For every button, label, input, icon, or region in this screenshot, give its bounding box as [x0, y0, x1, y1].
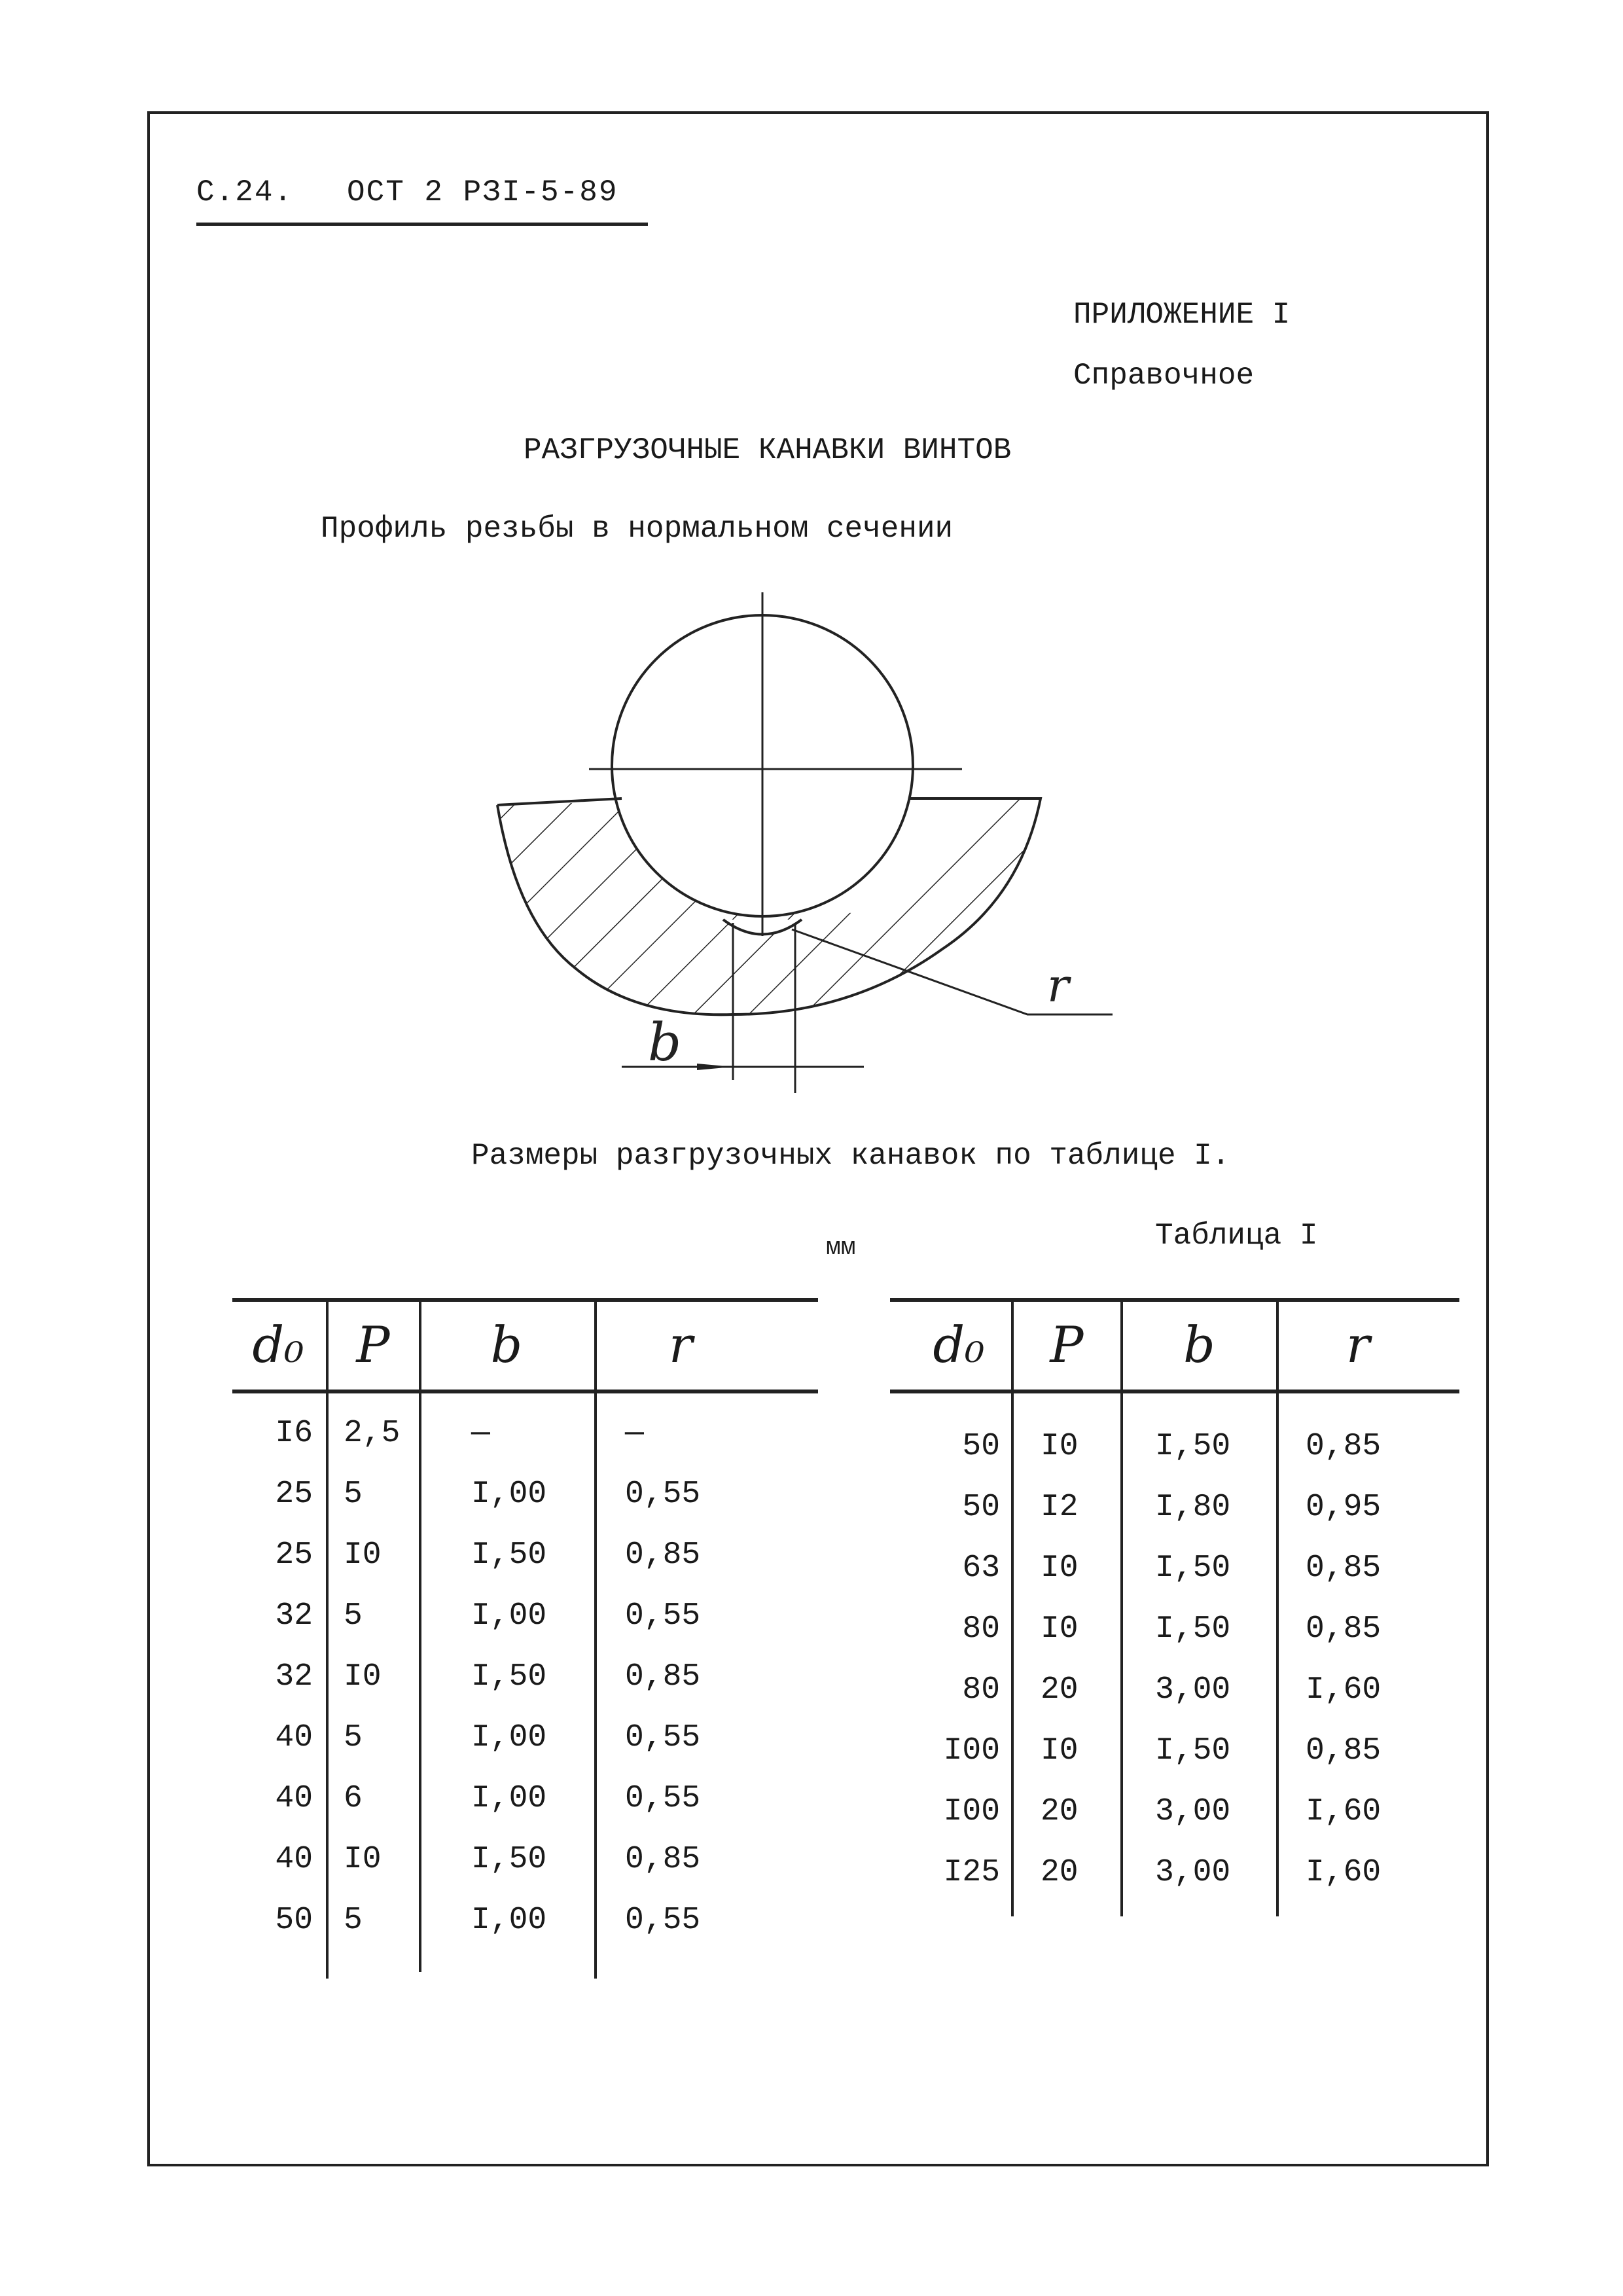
table-cell-r: 0,55: [625, 1781, 701, 1816]
table-cell-b: I,50: [1155, 1611, 1231, 1647]
table-left-header-rule: [232, 1390, 818, 1393]
table-cell-b: 3,00: [1155, 1672, 1231, 1708]
table-cell-r: 0,85: [625, 1842, 701, 1877]
table-cell-p: 20: [1041, 1794, 1079, 1829]
table-cell-b: I,80: [1155, 1490, 1231, 1525]
table-cell-p: 5: [344, 1598, 363, 1634]
table-cell-r: 0,85: [625, 1537, 701, 1573]
table-cell-d0: 32: [275, 1659, 313, 1695]
table-right-header-p: P: [1050, 1316, 1084, 1374]
table-right-divider-2: [1120, 1298, 1123, 1916]
appendix-title: ПРИЛОЖЕНИЕ I: [1073, 298, 1291, 332]
table-cell-d0: 25: [275, 1477, 313, 1512]
table-cell-p: I0: [344, 1659, 382, 1695]
table-cell-b: I,50: [1155, 1733, 1231, 1768]
label-r: r: [1047, 959, 1069, 1013]
table-cell-p: I0: [344, 1842, 382, 1877]
table-left-header-b: b: [490, 1316, 523, 1374]
table-cell-r: I,60: [1306, 1855, 1382, 1890]
table-left-divider-2: [419, 1298, 421, 1972]
dimension-arrow-b: [697, 1064, 733, 1070]
groove-profile-diagram: [458, 583, 1145, 1106]
table-cell-p: I0: [344, 1537, 382, 1573]
table-cell-r: I,60: [1306, 1672, 1382, 1708]
table-cell-p: 5: [344, 1477, 363, 1512]
table-cell-r: —: [625, 1416, 644, 1451]
table-cell-d0: 40: [275, 1720, 313, 1755]
table-cell-b: I,50: [471, 1842, 547, 1877]
table-cell-b: I,00: [471, 1477, 547, 1512]
table-cell-d0: I6: [275, 1416, 313, 1451]
table-left-header-p: P: [356, 1316, 390, 1374]
label-b: b: [648, 1012, 682, 1073]
table-cell-p: 5: [344, 1720, 363, 1755]
table-cell-p: 5: [344, 1903, 363, 1938]
standard-number: ОСТ 2 РЗI-5-89: [347, 175, 618, 209]
table-left-divider-3: [594, 1298, 597, 1979]
table-cell-d0: 50: [962, 1429, 1000, 1464]
table-right-header-r: r: [1346, 1316, 1370, 1374]
table-cell-d0: I00: [943, 1794, 1000, 1829]
table-cell-r: 0,55: [625, 1598, 701, 1634]
table-cell-b: I,00: [471, 1781, 547, 1816]
table-left-header-r: r: [668, 1316, 693, 1374]
table-cell-p: I0: [1041, 1551, 1079, 1586]
table-right-header-rule: [890, 1390, 1459, 1393]
table-cell-p: I0: [1041, 1733, 1079, 1768]
table-cell-b: 3,00: [1155, 1855, 1231, 1890]
table-cell-b: I,00: [471, 1598, 547, 1634]
table-cell-r: 0,55: [625, 1903, 701, 1938]
table-cell-d0: 40: [275, 1781, 313, 1816]
table-cell-b: —: [471, 1416, 490, 1451]
table-cell-b: I,50: [1155, 1551, 1231, 1586]
table-cell-p: 20: [1041, 1672, 1079, 1708]
table-cell-d0: 63: [962, 1551, 1000, 1586]
table-cell-p: I0: [1041, 1611, 1079, 1647]
table-cell-d0: 50: [275, 1903, 313, 1938]
table-cell-d0: 50: [962, 1490, 1000, 1525]
table-right-header-d0: d₀: [933, 1316, 985, 1374]
table-right-divider-1: [1011, 1298, 1014, 1916]
table-cell-d0: 25: [275, 1537, 313, 1573]
table-cell-r: 0,55: [625, 1720, 701, 1755]
header-underline: [196, 223, 648, 226]
table-cell-r: 0,85: [1306, 1611, 1382, 1647]
table-cell-r: 0,85: [1306, 1733, 1382, 1768]
table-cell-p: 2,5: [344, 1416, 401, 1451]
table-cell-d0: I00: [943, 1733, 1000, 1768]
table-cell-d0: I25: [943, 1855, 1000, 1890]
section-subtitle: Профиль резьбы в нормальном сечении: [321, 512, 954, 546]
table-cell-p: I0: [1041, 1429, 1079, 1464]
table-cell-r: 0,85: [625, 1659, 701, 1695]
table-left-divider-1: [326, 1298, 329, 1979]
table-cell-r: 0,55: [625, 1477, 701, 1512]
table-cell-b: I,00: [471, 1903, 547, 1938]
table-cell-b: I,00: [471, 1720, 547, 1755]
table-cell-p: 6: [344, 1781, 363, 1816]
table-cell-d0: 80: [962, 1672, 1000, 1708]
table-cell-d0: 40: [275, 1842, 313, 1877]
table-right-top-rule: [890, 1298, 1459, 1302]
table-right-header-b: b: [1183, 1316, 1215, 1374]
table-cell-b: 3,00: [1155, 1794, 1231, 1829]
table-left-header-d0: d₀: [252, 1316, 304, 1374]
table-reference-text: Размеры разгрузочных канавок по таблице I.: [471, 1139, 1230, 1173]
unit-label: мм: [826, 1234, 856, 1262]
appendix-note: Справочное: [1073, 359, 1255, 393]
table-left-top-rule: [232, 1298, 818, 1302]
table-caption: Таблица I: [1155, 1219, 1318, 1253]
table-cell-d0: 80: [962, 1611, 1000, 1647]
table-cell-r: 0,95: [1306, 1490, 1382, 1525]
table-cell-r: 0,85: [1306, 1429, 1382, 1464]
page-reference: С.24.: [196, 175, 294, 209]
table-cell-b: I,50: [471, 1659, 547, 1695]
document-title: РАЗГРУЗОЧНЫЕ КАНАВКИ ВИНТОВ: [524, 433, 1012, 467]
table-cell-d0: 32: [275, 1598, 313, 1634]
table-cell-p: 20: [1041, 1855, 1079, 1890]
table-cell-b: I,50: [1155, 1429, 1231, 1464]
table-right-divider-3: [1276, 1298, 1279, 1916]
table-cell-b: I,50: [471, 1537, 547, 1573]
table-cell-r: 0,85: [1306, 1551, 1382, 1586]
table-cell-r: I,60: [1306, 1794, 1382, 1829]
table-cell-p: I2: [1041, 1490, 1079, 1525]
